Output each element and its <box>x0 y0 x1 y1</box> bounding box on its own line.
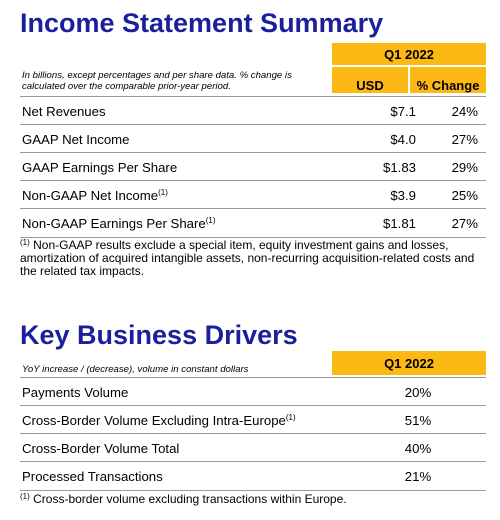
change-value: 27% <box>451 132 478 147</box>
table-row <box>20 377 486 406</box>
table-row <box>20 152 486 181</box>
row-label: Payments Volume <box>22 385 129 400</box>
driver-value: 21% <box>404 469 432 484</box>
footnote-text: Non-GAAP results exclude a special item, equity investment gains and losses, amortization of acquired intangible assets, non-recurring acquisition-related costs and the related tax impacts. <box>20 238 475 278</box>
driver-value: 20% <box>404 385 432 400</box>
row-label: GAAP Net Income <box>22 132 130 147</box>
change-value: 24% <box>451 104 478 119</box>
key-drivers-title: Key Business Drivers <box>20 320 298 350</box>
change-value: 27% <box>451 216 478 231</box>
footnote-marker: (1) <box>20 492 30 501</box>
driver-value: 51% <box>404 413 432 428</box>
footnote-marker: (1) <box>158 188 168 197</box>
key-drivers-footnote <box>20 493 480 506</box>
row-label: Cross-Border Volume Total <box>22 441 180 456</box>
table-row <box>20 405 486 434</box>
change-column-header: % Change <box>416 78 480 93</box>
footnote-marker: (1) <box>20 238 30 247</box>
period-header: Q1 2022 <box>384 356 434 371</box>
table-row <box>20 208 486 238</box>
change-value: 29% <box>451 160 478 175</box>
change-value: 25% <box>451 188 478 203</box>
usd-value: $7.1 <box>390 104 416 119</box>
table-row <box>20 180 486 209</box>
usd-value: $1.83 <box>382 160 416 175</box>
row-label: Non-GAAP Net Income$^{(1)}$ <box>22 188 168 203</box>
key-drivers-note: YoY increase / (decrease), volume in constant dollars <box>22 364 249 375</box>
table-row <box>20 461 486 491</box>
row-label: Net Revenues <box>22 104 106 119</box>
income-statement-footnote <box>20 239 480 278</box>
footnote-text: Cross-border volume excluding transactions within Europe. <box>33 492 347 506</box>
period-header: Q1 2022 <box>384 47 434 62</box>
usd-value: $1.81 <box>382 216 416 231</box>
table-row <box>20 124 486 153</box>
row-label: GAAP Earnings Per Share <box>22 160 178 175</box>
driver-value: 40% <box>404 441 432 456</box>
table-row <box>20 433 486 462</box>
row-label: Non-GAAP Earnings Per Share$^{(1)}$ <box>22 216 216 231</box>
income-statement-title: Income Statement Summary <box>20 8 384 38</box>
usd-column-header: USD <box>356 78 384 93</box>
footnote-marker: (1) <box>205 216 216 225</box>
usd-value: $4.0 <box>390 132 416 147</box>
usd-value: $3.9 <box>390 188 416 203</box>
footnote-marker: (1) <box>285 413 296 422</box>
row-label: Cross-Border Volume Excluding Intra-Europe$^{(1)}$ <box>22 413 296 428</box>
table-row <box>20 96 486 125</box>
row-label: Processed Transactions <box>22 469 163 484</box>
income-statement-note: In billions, except percentages and per share data. % change is calculated over the comparable prior-year period. <box>22 70 292 92</box>
